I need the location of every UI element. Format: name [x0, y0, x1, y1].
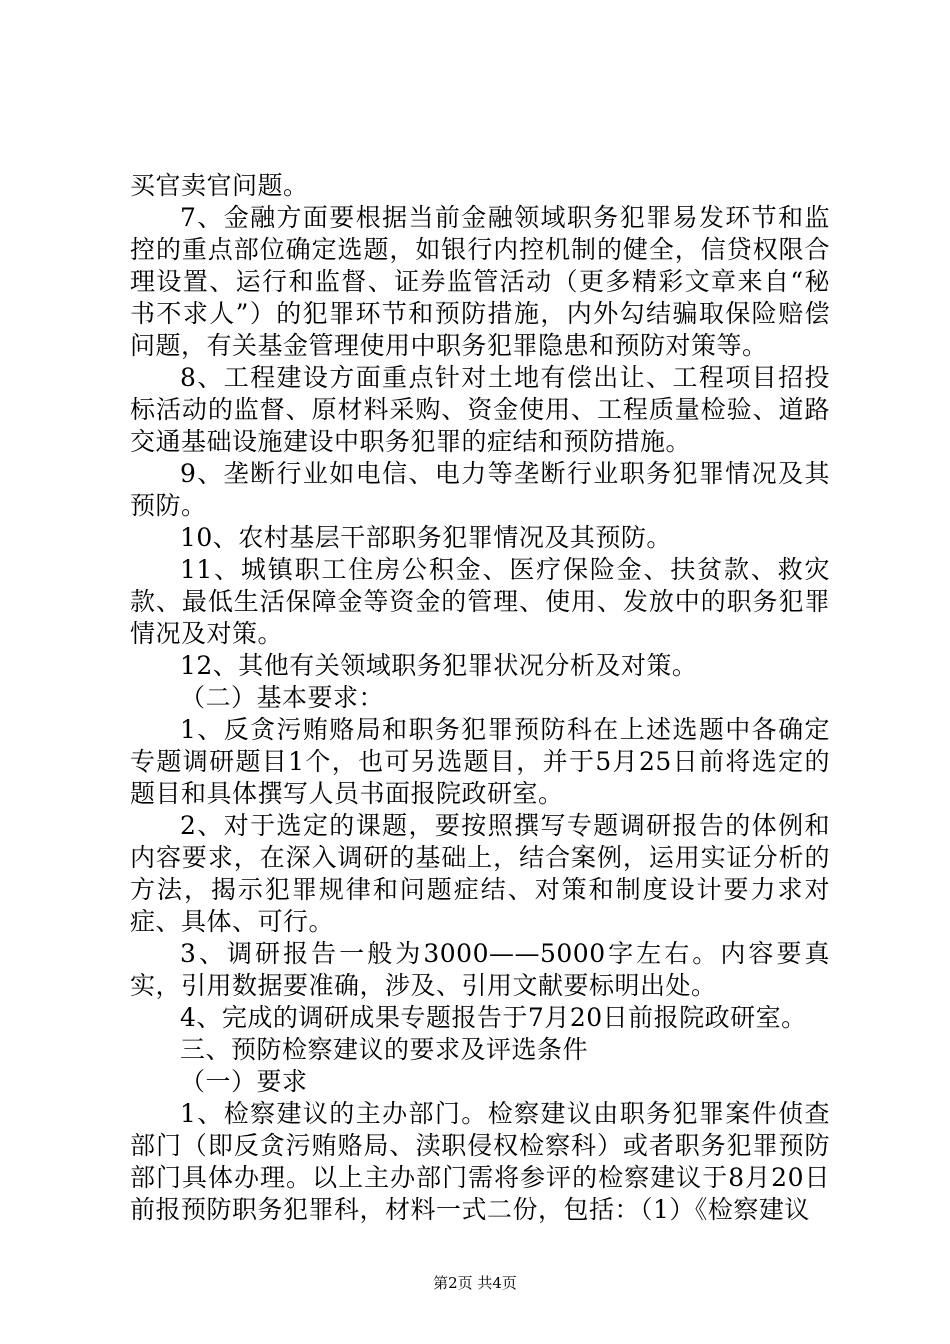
section-heading-three: 三、预防检察建议的要求及评选条件 — [180, 1035, 589, 1064]
suggestion-item-1: 1、检察建议的主办部门。检察建议由职务犯罪案件侦查部门（即反贪污贿赂局、渎职侵权检察科）或者职务犯罪预防部门具体办理。以上主办部门需将参评的检察建议于8月20日前报预防职务犯罪科，材料一式二份，包括：（1）《检察建议 — [130, 1099, 830, 1224]
page-number-indicator: 第2页 共4页 — [433, 1274, 517, 1292]
paragraph-item-8: 8、工程建设方面重点针对土地有偿出让、工程项目招投标活动的监督、原材料采购、资金使用、工程质量检验、道路交通基础设施建设中职务犯罪的症结和预防措施。 — [130, 363, 830, 456]
page-footer — [0, 1273, 950, 1293]
requirement-item-1: 1、反贪污贿赂局和职务犯罪预防科在上述选题中各确定专题调研题目1个，也可另选题目，并于5月25日前将选定的题目和具体撰写人员书面报院政研室。 — [130, 715, 830, 808]
paragraph-item-10: 10、农村基层干部职务犯罪情况及其预防。 — [180, 523, 672, 552]
paragraph-item-7: 7、金融方面要根据当前金融领域职务犯罪易发环节和监控的重点部位确定选题，如银行内控机制的健全，信贷权限合理设置、运行和监督、证券监管活动（更多精彩文章来自“秘书不求人”）的犯罪环节和预防措施，内外勾结骗取保险赔偿问题，有关基金管理使用中职务犯罪隐患和预防对策等。 — [130, 203, 830, 360]
section-heading-requirements: （一）要求 — [180, 1067, 308, 1096]
paragraph-item-12: 12、其他有关领域职务犯罪状况分析及对策。 — [180, 651, 698, 680]
section-heading-basic-requirements: （二）基本要求： — [180, 683, 385, 712]
paragraph-continuation: 买官卖官问题。 — [130, 171, 309, 200]
paragraph-item-9: 9、垄断行业如电信、电力等垄断行业职务犯罪情况及其预防。 — [130, 459, 830, 520]
paragraph-item-11: 11、城镇职工住房公积金、医疗保险金、扶贫款、救灾款、最低生活保障金等资金的管理、使用、发放中的职务犯罪情况及对策。 — [130, 555, 830, 648]
requirement-item-4: 4、完成的调研成果专题报告于7月20日前报院政研室。 — [180, 1003, 807, 1032]
requirement-item-2: 2、对于选定的课题，要按照撰写专题调研报告的体例和内容要求，在深入调研的基础上，结合案例，运用实证分析的方法，揭示犯罪规律和问题症结、对策和制度设计要力求对症、具体、可行。 — [130, 811, 830, 936]
document-body — [130, 170, 830, 1226]
requirement-item-3: 3、调研报告一般为3000——5000字左右。内容要真实，引用数据要准确，涉及、引用文献要标明出处。 — [130, 939, 830, 1000]
